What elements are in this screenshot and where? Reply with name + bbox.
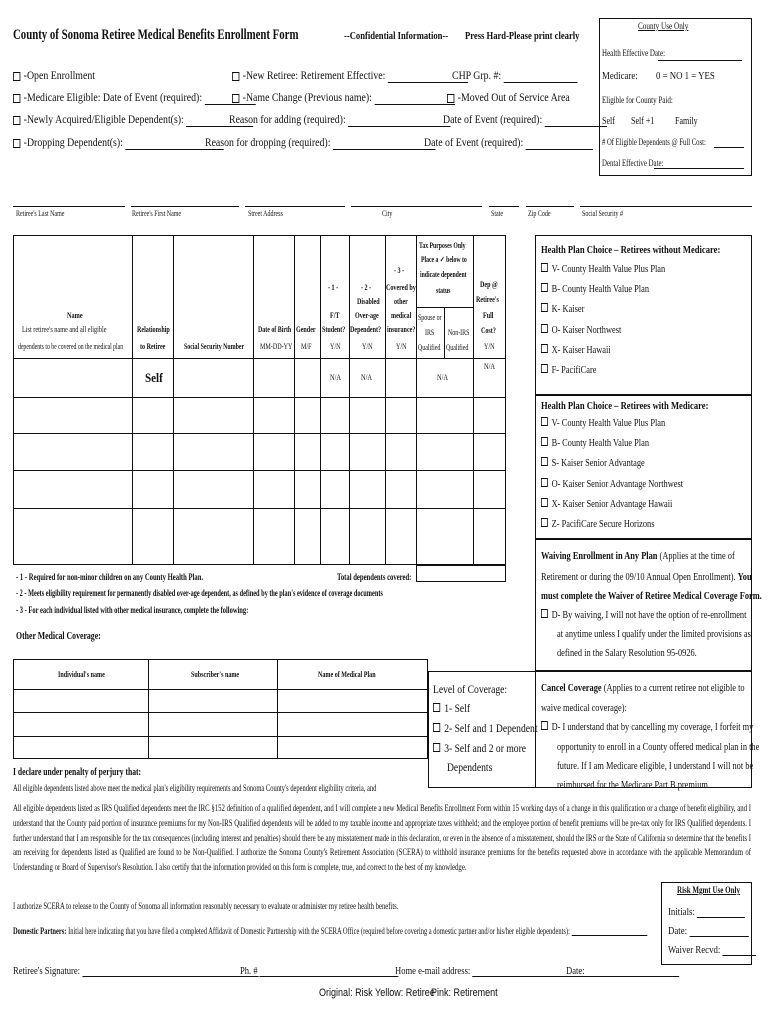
plan-without-medicare-item[interactable]	[541, 263, 665, 275]
form-title: County of Sonoma Retiree Medical Benefits Enrollment Form	[13, 27, 299, 43]
level-of-coverage-label: 2- Self and 1 Dependent	[444, 721, 538, 735]
plan-without-medicare-label: V- County Health Value Plus Plan	[551, 263, 666, 275]
tax-a: Tax Purposes Only	[419, 241, 466, 250]
gender-header: Gender	[296, 325, 316, 334]
footer-original: Original: Risk	[319, 987, 373, 999]
name-change-option[interactable]: -Name Change (Previous name):	[232, 90, 455, 105]
waiving-item-3: defined in the Salary Resolution 95-0926.	[557, 647, 697, 659]
waiving-item-2: at anytime unless I qualify under the limited provisions as	[557, 628, 751, 640]
retiree-first-name-label: Retiree's First Name	[132, 209, 182, 218]
col1-c: Y/N	[330, 342, 341, 351]
level-of-coverage-item[interactable]	[433, 701, 470, 716]
level-of-coverage-checkbox[interactable]	[433, 743, 440, 752]
plan-with-medicare-checkbox[interactable]	[541, 437, 548, 446]
plan-without-medicare-item[interactable]	[541, 364, 596, 376]
reason-dropping-field[interactable]: Reason for dropping (required):	[205, 135, 435, 150]
declaration-paragraph: All eligible dependents listed as IRS Qualified dependents meet the IRC §152 definition of a qualified dependent, and I will complete a new Medical Benefits Enrollment Form within 15 working days of a change in this qualification or a change of benefit eligibility, and I understand that the County paid portion of insurance premiums for my Non-IRS Qualified dependents will be added to my taxable income and appropriate taxes withheld; and the employee portion of benefit premiums will be pre-tax only for IRS Qualified dependents. I further understand that I am responsible for the tax consequences (including interest and penalties) should there be any misstatement made in this declaration, or even in the absence of a misstatement, should the IRS or the State of California so determine that the benefits I am receiving for dependents listed as Qualified are found to be Non-Qualified. I authorize the Sonoma County's Retirement Association (SCERA) to withhold insurance premiums for the benefits requested above in accordance with the applicable Memorandum of Understanding or Board of Supervisor's Resolution. I also certify that the information provided on this form is complete, true, and correct to the best of my knowledge.	[13, 803, 751, 873]
col3-b: other	[394, 297, 408, 306]
footer-pink: Pink: Retirement	[431, 987, 498, 999]
plan-with-medicare-item[interactable]	[541, 478, 683, 490]
waiving-checkbox[interactable]	[541, 609, 548, 618]
total-dependents-field[interactable]	[416, 565, 506, 582]
col2-c: Dependent?	[350, 325, 382, 334]
tax-b: Place a ✓ below to	[421, 255, 467, 264]
plan-with-medicare-label: V- County Health Value Plus Plan	[551, 417, 666, 429]
ssn-label: Social Security #	[582, 209, 623, 218]
level-item-3-cont: Dependents	[447, 760, 493, 774]
col3-e: Y/N	[396, 342, 407, 351]
family-option: Family	[675, 116, 698, 127]
plan-header: Name of Medical Plan	[318, 670, 376, 679]
state-label: State	[491, 209, 503, 218]
plan-with-medicare-checkbox[interactable]	[541, 498, 548, 507]
waiving-title: Waiving Enrollment in Any Plan	[541, 550, 658, 562]
plan-without-medicare-checkbox[interactable]	[541, 303, 548, 312]
col1-b: Student?	[322, 325, 346, 334]
cancel-item[interactable]: D- I understand that by cancelling my coverage, I forfeit my	[541, 721, 753, 733]
dob-header: Date of Birth	[258, 325, 292, 334]
medicare-values: 0 = NO 1 = YES	[656, 70, 715, 82]
risk-mgmt-title: Risk Mgmt Use Only	[677, 885, 740, 895]
authorize-text: I authorize SCERA to release to the County of Sonoma all information reasonably necessary to evaluate or administer my retiree health benefits.	[13, 901, 399, 911]
col1-number: - 1 -	[328, 283, 339, 292]
non-irs-header: Non-IRS	[448, 328, 470, 337]
non-irs-header-2: Qualified	[446, 343, 469, 352]
plan-without-medicare-item[interactable]	[541, 324, 621, 336]
self-col2-na: N/A	[361, 373, 373, 382]
cancel-checkbox[interactable]	[541, 721, 548, 730]
plan-with-medicare-checkbox[interactable]	[541, 417, 548, 426]
gender-format: M/F	[301, 342, 312, 351]
col1-a: F/T	[330, 311, 340, 320]
dependents-table	[13, 235, 506, 565]
cancel-text2: waive medical coverage):	[541, 702, 627, 714]
spouse-or: Spouse or	[418, 313, 442, 322]
col3-c: medical	[391, 311, 412, 320]
newly-acquired-checkbox[interactable]	[13, 116, 20, 125]
self-plus-one-option: Self +1	[631, 116, 655, 127]
risk-date-field[interactable]: Date:	[668, 925, 748, 937]
level-of-coverage-label: 3- Self and 2 or more	[444, 741, 527, 755]
county-use-title: County Use Only	[638, 21, 689, 31]
plan-without-medicare-item[interactable]	[541, 344, 611, 356]
irs-header: IRS	[425, 328, 435, 337]
plan-with-medicare-label: Z- PacifiCare Secure Horizons	[551, 518, 655, 530]
declaration-title: I declare under penalty of perjury that:	[13, 767, 142, 778]
street-address-label: Street Address	[248, 209, 283, 218]
col3-a: Covered by	[386, 283, 416, 292]
tax-d: status	[436, 286, 451, 295]
waiver-recvd-field[interactable]: Waiver Recvd:	[668, 944, 756, 956]
level-of-coverage-item[interactable]	[433, 741, 526, 756]
plan-with-medicare-label: B- County Health Value Plan	[551, 437, 650, 450]
col3-d: insurance?	[387, 325, 416, 334]
plan-with-medicare-item[interactable]	[541, 518, 654, 530]
initials-field[interactable]: Initials:	[668, 906, 745, 918]
dep-a: Dep @	[480, 280, 498, 289]
dropping-checkbox[interactable]	[13, 139, 20, 148]
new-retiree-checkbox[interactable]	[232, 72, 239, 81]
cancel-item-4: reimbursed for the Medicare Part B premium.	[557, 779, 710, 791]
waiving-title-line: Waiving Enrollment in Any Plan (Applies at the time of	[541, 550, 735, 562]
relationship-header-2: to Retiree	[140, 342, 166, 351]
level-of-coverage-checkbox[interactable]	[433, 703, 440, 712]
confidential-label: --Confidential Information--	[344, 30, 449, 42]
domestic-partners-label: Domestic Partners:	[13, 926, 67, 936]
eligible-county-paid-label: Eligible for County Paid:	[602, 95, 673, 105]
plan-with-medicare-item[interactable]	[541, 498, 672, 510]
cancel-item-2: opportunity to enroll in a County offered medical plan in the	[557, 741, 760, 753]
plan-without-medicare-checkbox[interactable]	[541, 344, 548, 353]
name-header: Name	[67, 311, 83, 320]
medicare-eligible-option[interactable]: -Medicare Eligible: Date of Event (required):	[13, 90, 255, 105]
col2-a: Disabled	[357, 297, 380, 306]
level-of-coverage-label: 1- Self	[444, 701, 471, 715]
plan-without-medicare-checkbox[interactable]	[541, 324, 548, 333]
plan-with-medicare-label: O- Kaiser Senior Advantage Northwest	[551, 477, 684, 490]
col3-number: - 3 -	[394, 266, 405, 275]
total-dependents-label: Total dependents covered:	[337, 572, 412, 582]
col2-d: Y/N	[362, 342, 373, 351]
self-dep-na: N/A	[484, 362, 496, 371]
tax-c: indicate dependent	[420, 270, 467, 279]
chp-grp-field[interactable]: CHP Grp. #:	[452, 68, 577, 83]
plan-with-medicare-item[interactable]	[541, 417, 665, 429]
ssn-header: Social Security Number	[184, 342, 245, 351]
plan-without-medicare-item[interactable]	[541, 283, 649, 295]
date-of-event-1-field[interactable]: Date of Event (required):	[443, 112, 607, 127]
medicare-label: Medicare:	[602, 70, 638, 82]
open-enrollment-option[interactable]: -Open Enrollment	[13, 68, 95, 83]
plan-without-medicare-label: X- Kaiser Hawaii	[551, 343, 611, 356]
cancel-item-3: future. If I am Medicare eligible, I understand I will not be	[557, 760, 754, 772]
col2-b: Over-age	[355, 311, 379, 320]
domestic-initial-field[interactable]	[572, 924, 648, 936]
dep-d: Cost?	[481, 326, 496, 335]
col2-number: - 2 -	[361, 283, 372, 292]
name-change-checkbox[interactable]	[232, 94, 239, 103]
cancel-title-line: Cancel Coverage (Applies to a current retiree not eligible to	[541, 682, 745, 694]
note-2: - 2 - Meets eligibility requirement for permanently disabled over-age dependent, as defined by the plan's evidence of coverage documents	[16, 588, 383, 598]
plan-with-medicare-checkbox[interactable]	[541, 478, 548, 487]
eligible-full-cost-label: # Of Eligible Dependents @ Full Cost:	[602, 137, 706, 147]
waiving-text2: Retirement or during the 09/10 Annual Open Enrollment). You	[541, 571, 752, 583]
plan-without-medicare-title: Health Plan Choice – Retirees without Medicare:	[541, 244, 721, 256]
plan-without-medicare-label: O- Kaiser Northwest	[551, 323, 622, 336]
note-3: - 3 - For each individual listed with other medical insurance, complete the following:	[16, 605, 249, 615]
new-retiree-option[interactable]: -New Retiree: Retirement Effective:	[232, 68, 468, 83]
level-of-coverage-checkbox[interactable]	[433, 723, 440, 732]
plan-with-medicare-label: X- Kaiser Senior Advantage Hawaii	[551, 497, 673, 510]
signature-field[interactable]: Retiree's Signature:	[13, 965, 259, 977]
retiree-last-name-label: Retiree's Last Name	[16, 209, 65, 218]
individual-header: Individual's name	[58, 670, 105, 679]
name-sub1: List retiree's name and all eligible	[22, 325, 107, 334]
level-of-coverage-title: Level of Coverage:	[433, 682, 508, 696]
health-effective-label: Health Effective Date:	[602, 48, 666, 58]
plan-with-medicare-checkbox[interactable]	[541, 518, 548, 527]
newly-acquired-option[interactable]: -Newly Acquired/Eligible Dependent(s):	[13, 112, 253, 127]
cancel-title: Cancel Coverage	[541, 682, 602, 694]
moved-out-checkbox[interactable]	[447, 94, 454, 103]
phone-field[interactable]: Ph. #	[240, 965, 399, 977]
self-tax-na: N/A	[437, 373, 449, 382]
plan-without-medicare-checkbox[interactable]	[541, 263, 548, 272]
medicare-eligible-checkbox[interactable]	[13, 94, 20, 103]
plan-with-medicare-checkbox[interactable]	[541, 457, 548, 466]
reason-adding-field[interactable]: Reason for adding (required):	[229, 112, 451, 127]
open-enrollment-checkbox[interactable]	[13, 72, 20, 81]
waiving-text3: must complete the Waiver of Retiree Medical Coverage Form.	[541, 590, 762, 602]
plan-without-medicare-item[interactable]	[541, 303, 584, 315]
plan-with-medicare-label: S- Kaiser Senior Advantage	[551, 457, 645, 470]
plan-without-medicare-label: F- PacifiCare	[551, 364, 597, 376]
dep-e: Y/N	[484, 342, 495, 351]
dep-c: Full	[483, 311, 494, 320]
self-option: Self	[602, 116, 615, 127]
domestic-partners-line: Domestic Partners: Initial here indicating that you have filed a completed Affidavit of Domestic Partnership with the SCERA Office (required before covering a domestic partner and/or his/her eligible dependents):	[13, 924, 647, 936]
city-label: City	[382, 209, 393, 218]
plan-with-medicare-item[interactable]	[541, 457, 645, 469]
dep-b: Retiree's	[476, 295, 499, 304]
plan-without-medicare-checkbox[interactable]	[541, 283, 548, 292]
plan-with-medicare-title: Health Plan Choice – Retirees with Medicare:	[541, 400, 709, 412]
dental-effective-label: Dental Effective Date:	[602, 158, 664, 168]
plan-without-medicare-checkbox[interactable]	[541, 364, 548, 373]
irs-header-2: Qualified	[418, 343, 441, 352]
moved-out-option[interactable]: -Moved Out of Service Area	[447, 90, 570, 105]
plan-without-medicare-label: K- Kaiser	[551, 303, 585, 316]
name-sub2: dependents to be covered on the medical plan	[18, 342, 124, 351]
plan-with-medicare-item[interactable]	[541, 437, 649, 449]
self-row-label: Self	[145, 370, 163, 385]
relationship-header: Relationship	[137, 325, 170, 334]
signature-date-field[interactable]: Date:	[566, 965, 679, 977]
subscriber-header: Subscriber's name	[191, 670, 240, 679]
waiving-item[interactable]: D- By waiving, I will not have the option of re-enrollment	[541, 609, 746, 621]
dropping-option[interactable]: -Dropping Dependent(s):	[13, 135, 224, 150]
note-1: - 1 - Required for non-minor children on any County Health Plan.	[16, 572, 204, 582]
footer-yellow: Yellow: Retiree	[375, 987, 435, 999]
dob-format: MM-DD-YY	[260, 342, 293, 351]
email-field[interactable]: Home e-mail address:	[395, 965, 588, 977]
plan-without-medicare-label: B- County Health Value Plan	[551, 283, 650, 296]
other-medical-label: Other Medical Coverage:	[16, 631, 101, 642]
declaration-line1: All eligible dependents listed above meet the medical plan's eligibility requirements and Sonoma County's dependent eligibility criteria, and	[13, 783, 377, 793]
self-col1-na: N/A	[330, 373, 342, 382]
level-of-coverage-item[interactable]	[433, 721, 538, 736]
zip-label: Zip Code	[528, 209, 551, 218]
press-hard-label: Press Hard-Please print clearly	[465, 30, 580, 42]
date-of-event-2-field[interactable]: Date of Event (required):	[424, 135, 593, 150]
